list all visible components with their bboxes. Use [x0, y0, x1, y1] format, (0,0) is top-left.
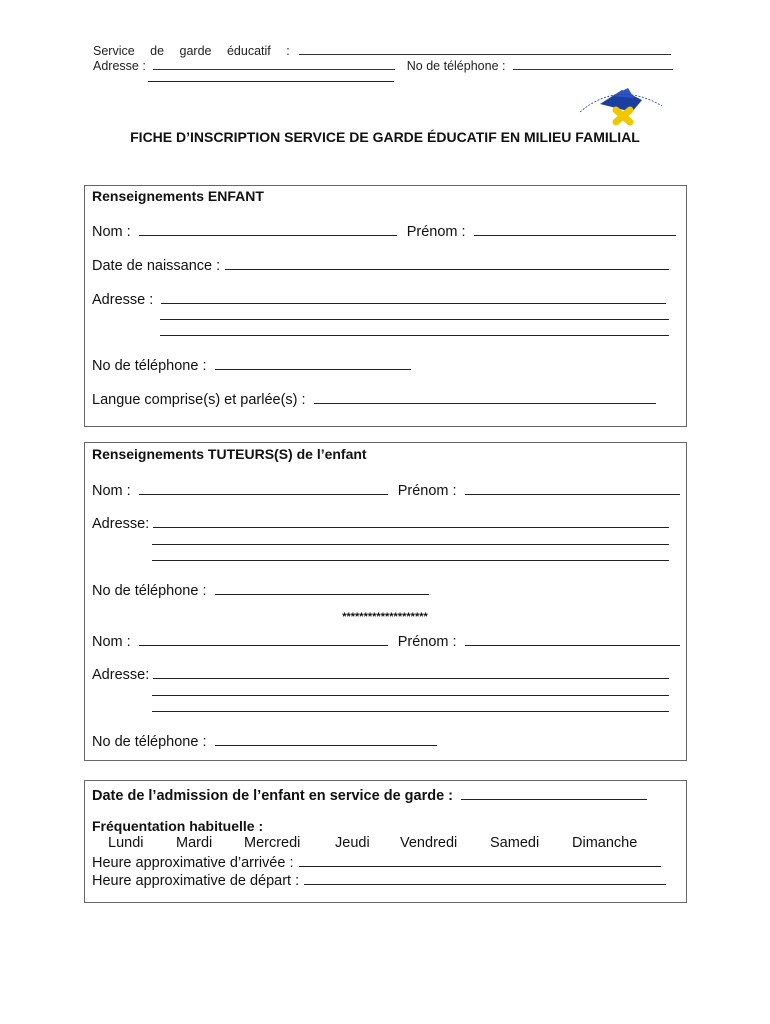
tutors-heading: Renseignements TUTEURS(S) de l’enfant — [92, 446, 367, 462]
tutor1-nom-label: Nom : — [92, 483, 131, 499]
address-phone-row — [93, 57, 675, 73]
tutor2-phone-row — [92, 731, 437, 750]
arrival-field[interactable] — [299, 852, 661, 867]
phone-field[interactable] — [513, 57, 673, 70]
frequentation-label: Fréquentation habituelle : — [92, 818, 264, 834]
tutor-separator: ******************** — [342, 611, 428, 623]
day-samedi[interactable]: Samedi — [490, 835, 540, 851]
day-dimanche[interactable]: Dimanche — [572, 835, 638, 851]
child-adresse-line-2[interactable] — [160, 319, 669, 320]
child-prenom-field[interactable] — [474, 221, 676, 236]
tutor2-prenom-field[interactable] — [465, 631, 680, 646]
arrival-label: Heure approximative d’arrivée : — [92, 855, 294, 871]
address-field[interactable] — [153, 57, 395, 70]
departure-field[interactable] — [304, 870, 666, 885]
admission-date-label: Date de l’admission de l’enfant en service de garde : — [92, 788, 454, 804]
tutor2-adresse-field[interactable] — [153, 664, 669, 679]
tutor2-address-row — [92, 664, 669, 683]
tutor1-adresse-field[interactable] — [153, 513, 669, 528]
tutor2-adresse-label: Adresse: — [92, 667, 150, 683]
tutor1-adresse-line-3[interactable] — [152, 560, 669, 561]
day-lundi[interactable]: Lundi — [108, 835, 144, 851]
child-phone-field[interactable] — [215, 355, 411, 370]
tutor1-adresse-line-2[interactable] — [152, 544, 669, 545]
day-vendredi[interactable]: Vendredi — [400, 835, 458, 851]
address-field-line-2[interactable] — [148, 81, 394, 82]
tutor2-nom-label: Nom : — [92, 634, 131, 650]
tutor1-phone-label: No de téléphone : — [92, 583, 207, 599]
child-name-row — [92, 221, 676, 240]
child-langue-field[interactable] — [314, 389, 656, 404]
departure-label: Heure approximative de départ : — [92, 873, 300, 889]
day-mercredi[interactable]: Mercredi — [244, 835, 301, 851]
tutor1-address-row — [92, 513, 669, 532]
child-adresse-label: Adresse : — [92, 292, 154, 308]
child-phone-row — [92, 355, 411, 374]
tutor1-phone-field[interactable] — [215, 580, 429, 595]
tutor2-nom-field[interactable] — [139, 631, 388, 646]
child-nom-label: Nom : — [92, 224, 131, 240]
tutor1-adresse-label: Adresse: — [92, 516, 150, 532]
logo-icon — [572, 82, 668, 136]
tutor1-prenom-label: Prénom : — [397, 483, 457, 499]
child-langue-label: Langue comprise(s) et parlée(s) : — [92, 392, 306, 408]
tutor1-nom-field[interactable] — [139, 480, 388, 495]
day-jeudi[interactable]: Jeudi — [335, 835, 370, 851]
day-mardi[interactable]: Mardi — [176, 835, 213, 851]
tutor2-name-row — [92, 631, 680, 650]
child-langue-row — [92, 389, 656, 408]
arrival-row — [92, 852, 661, 871]
tutor2-phone-label: No de téléphone : — [92, 734, 207, 750]
tutor2-phone-field[interactable] — [215, 731, 437, 746]
address-label: Adresse : — [93, 59, 146, 73]
child-dob-row — [92, 255, 669, 274]
service-row — [93, 42, 675, 58]
tutor2-adresse-line-3[interactable] — [152, 711, 669, 712]
departure-row — [92, 870, 666, 889]
child-address-row — [92, 289, 666, 308]
child-adresse-line-3[interactable] — [160, 335, 669, 336]
tutor1-prenom-field[interactable] — [465, 480, 680, 495]
child-prenom-label: Prénom : — [406, 224, 466, 240]
child-dob-field[interactable] — [225, 255, 669, 270]
admission-date-row — [92, 785, 647, 804]
tutor2-prenom-label: Prénom : — [397, 634, 457, 650]
child-phone-label: No de téléphone : — [92, 358, 207, 374]
child-nom-field[interactable] — [139, 221, 397, 236]
child-heading: Renseignements ENFANT — [92, 188, 264, 204]
tutor1-phone-row — [92, 580, 429, 599]
tutor2-adresse-line-2[interactable] — [152, 695, 669, 696]
admission-date-field[interactable] — [461, 785, 647, 800]
page-title: FICHE D’INSCRIPTION SERVICE DE GARDE ÉDUCATIF EN MILIEU FAMILIAL — [130, 129, 640, 145]
service-field[interactable] — [299, 42, 671, 55]
phone-label: No de téléphone : — [406, 59, 506, 73]
service-label: Service de garde éducatif : — [93, 44, 290, 58]
child-adresse-field[interactable] — [161, 289, 666, 304]
child-dob-label: Date de naissance : — [92, 258, 221, 274]
tutor1-name-row — [92, 480, 680, 499]
